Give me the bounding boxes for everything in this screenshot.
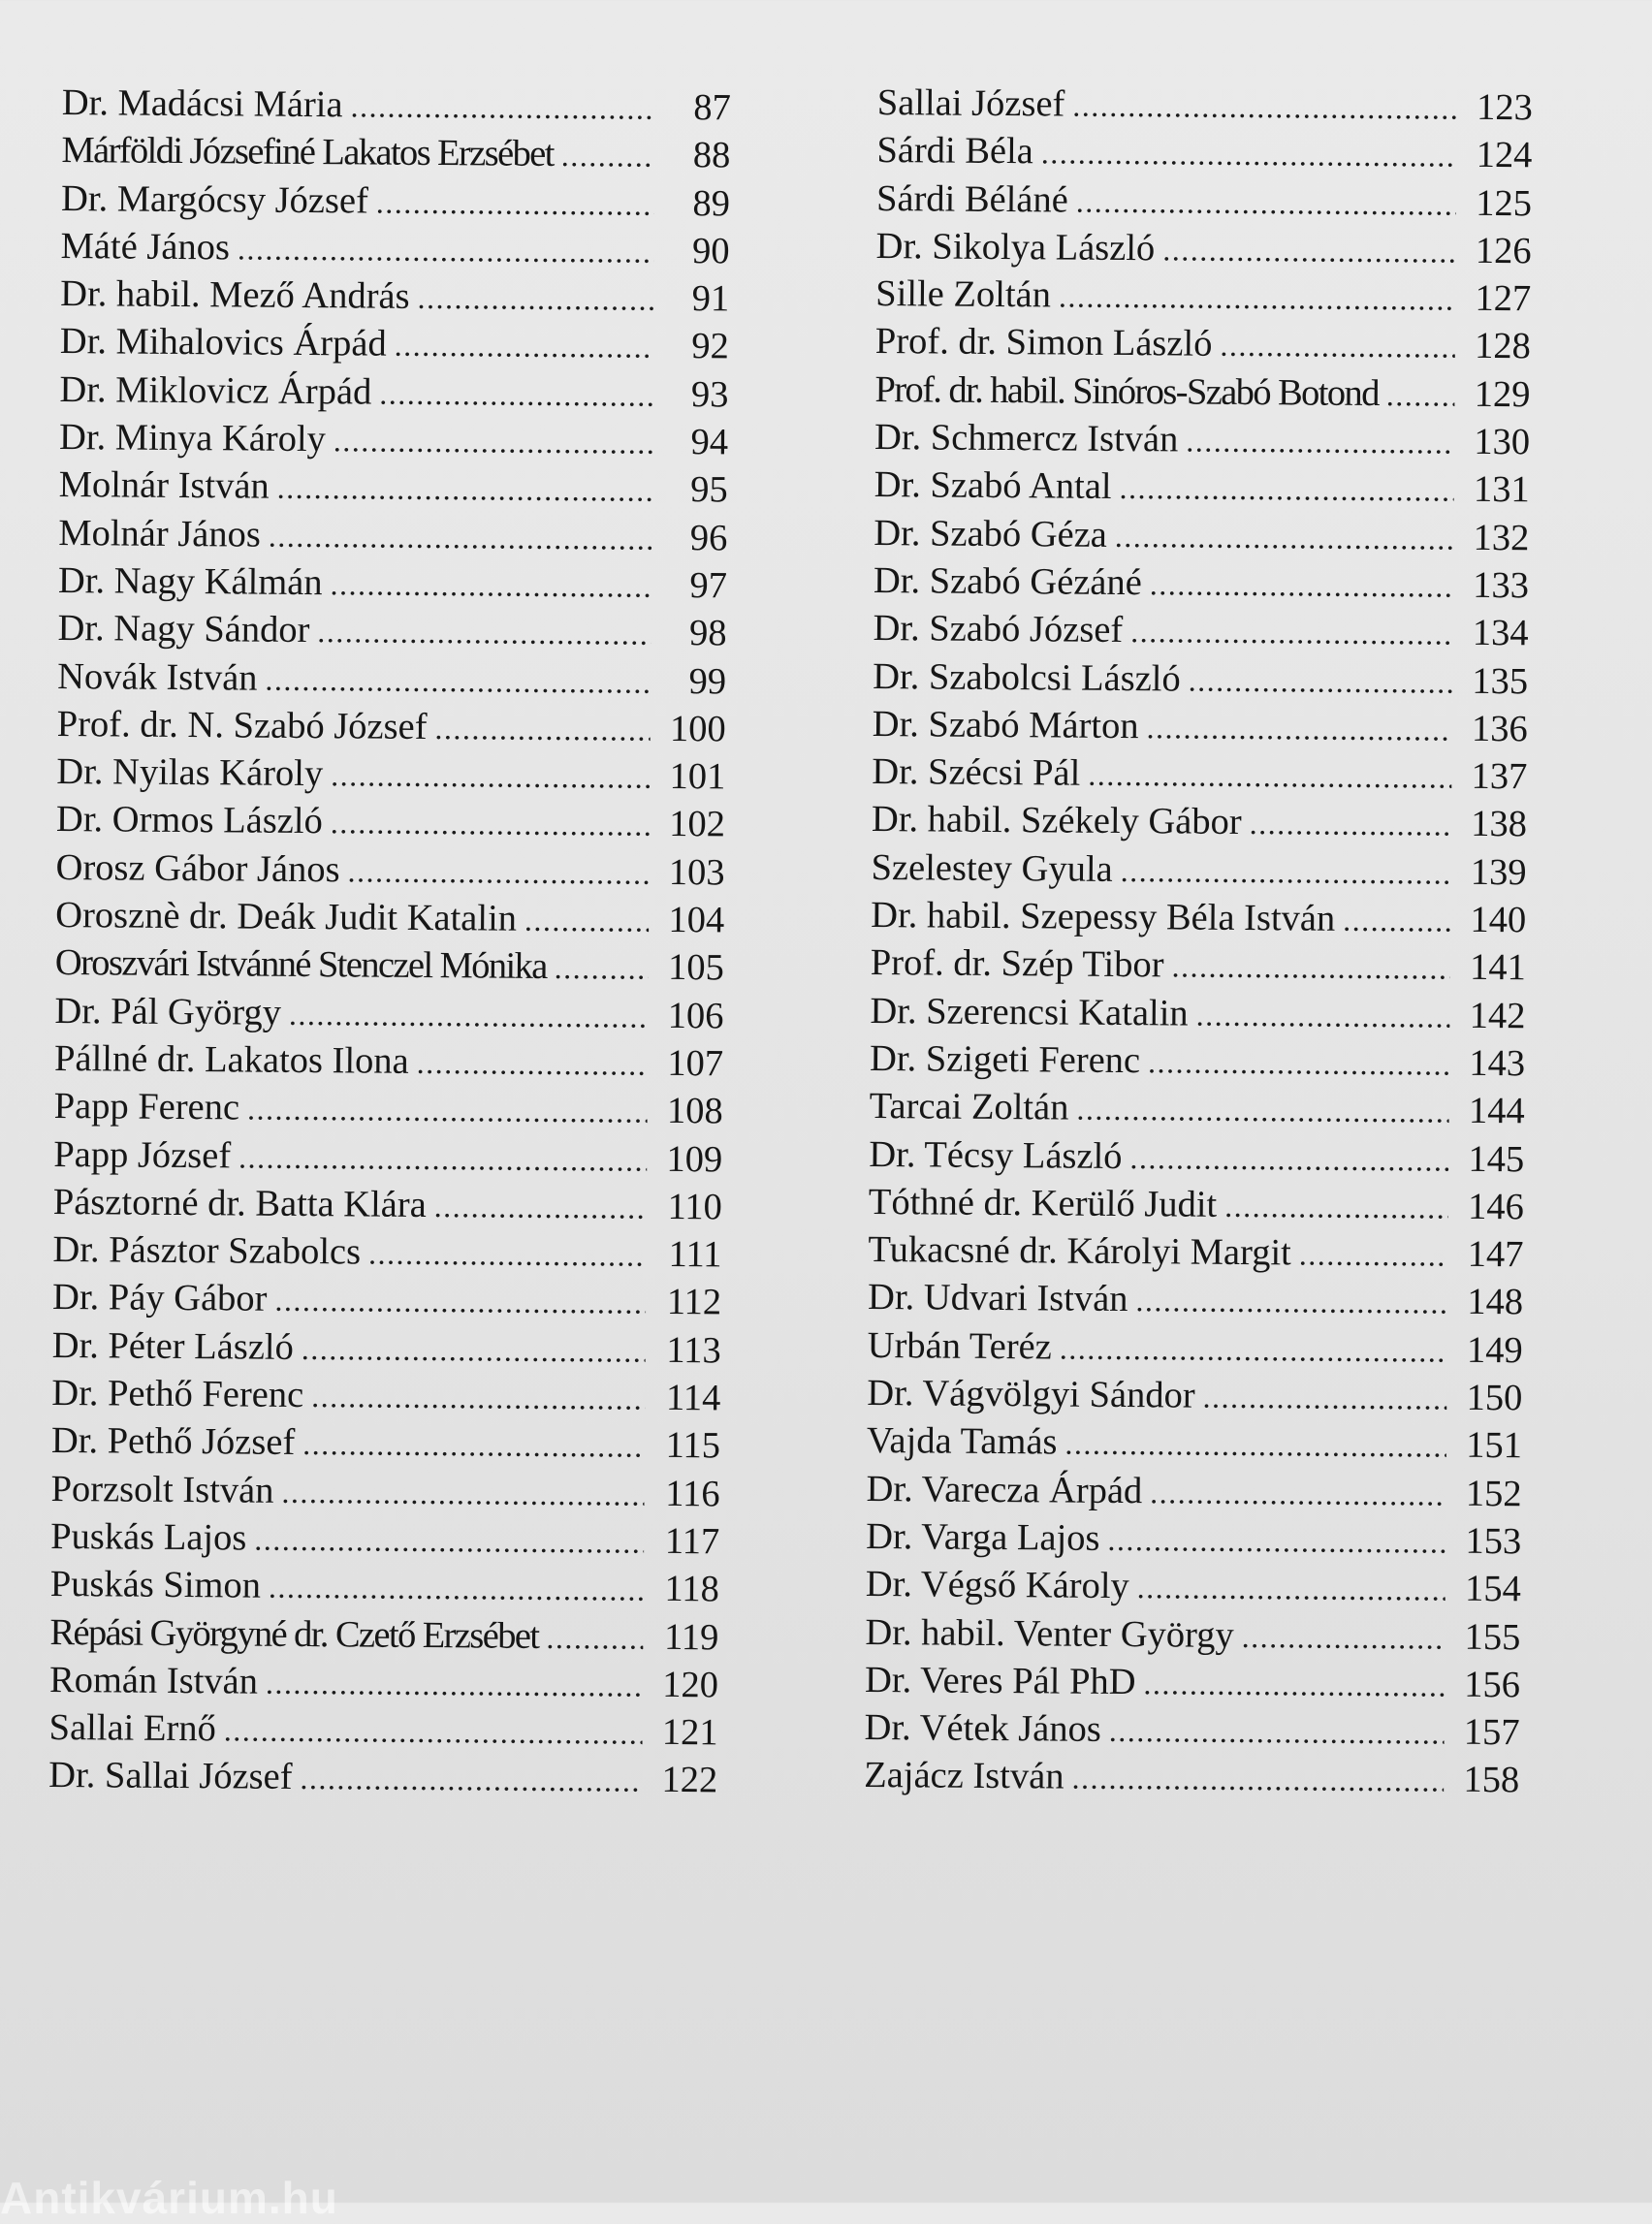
entry-page-number: 94 [690,422,729,463]
entry-name: Dr. Pethő Ferenc [51,1372,304,1416]
entry-page-number: 88 [692,135,731,176]
dot-leader [1150,559,1454,611]
index-entry [58,557,727,611]
entry-page-number: 109 [666,1138,723,1180]
entry-page-number: 112 [666,1282,722,1323]
entry-page-number: 137 [1471,755,1528,798]
entry-name: Dr. Mihalovics Árpád [59,321,387,365]
entry-page-number: 106 [667,995,724,1037]
dot-leader [394,321,653,371]
entry-page-number: 95 [690,469,728,511]
entry-page-number: 155 [1464,1616,1521,1658]
entry-name: Zajácz István [864,1755,1064,1797]
entry-page-number: 108 [666,1091,723,1132]
dot-leader [434,704,651,754]
entry-page-number: 102 [669,804,726,845]
entry-name: Prof. dr. habil. Sinóros-Szabó Botond [874,368,1379,414]
entry-page-number: 127 [1475,278,1532,320]
entry-name: Orosznè dr. Deák Judit Katalin [55,895,518,939]
dot-leader [317,607,651,658]
index-entry [54,988,723,1041]
dot-leader [1107,1515,1446,1567]
index-entry [53,1083,722,1136]
entry-name: Sallai József [876,81,1065,125]
dot-leader [331,750,651,802]
entry-page-number: 105 [667,947,724,989]
entry-name: Dr. Nagy Sándor [57,608,310,651]
entry-page-number: 89 [692,182,731,225]
dot-leader [277,463,652,515]
dot-leader [1109,1706,1445,1758]
index-entry [875,318,1531,371]
dot-leader [311,1372,646,1423]
dot-leader [1195,990,1449,1040]
index-entry [60,223,729,276]
index-entry [865,1657,1520,1710]
entry-name: Dr. Pethő József [50,1420,296,1464]
dot-leader [1060,1323,1447,1375]
entry-page-number: 130 [1474,421,1531,463]
dot-leader [368,1229,647,1281]
entry-page-number: 158 [1463,1760,1520,1801]
dot-leader [1186,417,1454,467]
index-entry [61,127,730,180]
index-entry [869,1179,1524,1232]
dot-leader [1150,1468,1446,1519]
dot-leader [302,1324,646,1376]
index-entry [868,1226,1523,1280]
entry-page-number: 143 [1469,1042,1526,1085]
entry-name: Dr. Minya Károly [58,417,327,461]
entry-page-number: 115 [665,1425,721,1467]
index-entry [875,270,1531,324]
entry-name: Dr. Nagy Kálmán [57,559,323,604]
entry-page-number: 90 [691,231,730,272]
index-entry [52,1322,721,1376]
dot-leader [1148,1037,1449,1089]
entry-name: Sárdi Béla [876,130,1034,173]
entry-name: Porzsolt István [50,1468,274,1511]
dot-leader [1129,1133,1448,1185]
entry-name: Dr. Pásztor Szabolcs [52,1229,362,1273]
index-entry [873,605,1528,658]
dot-leader [266,1658,643,1709]
entry-name: Dr. habil. Mező András [60,273,410,318]
entry-page-number: 151 [1466,1425,1523,1467]
entry-name: Dr. Pál György [54,990,282,1033]
entry-name: Dr. Nyilas Károly [56,751,324,795]
dot-leader [561,131,655,180]
index-column-left [48,79,731,1805]
index-entry [56,748,725,802]
entry-page-number: 144 [1468,1091,1525,1132]
index-entry [51,1370,720,1423]
index-entry [59,366,728,420]
entry-page-number: 138 [1471,804,1528,845]
entry-page-number: 99 [688,660,727,702]
index-entry [865,1608,1520,1662]
dot-leader [347,846,649,898]
dot-leader [1121,846,1451,898]
index-entry [867,1417,1522,1471]
entry-name: Dr. Szerencsi Katalin [870,990,1189,1034]
dot-leader [1171,942,1450,994]
entry-page-number: 104 [668,899,725,941]
entry-page-number: 156 [1464,1664,1521,1706]
entry-name: Szelestey Gyula [871,846,1113,890]
entry-page-number: 110 [667,1186,723,1228]
entry-page-number: 140 [1470,899,1527,941]
entry-page-number: 124 [1476,135,1533,176]
dot-leader [330,559,651,611]
entry-page-number: 134 [1472,613,1529,654]
entry-name: Vajda Tamás [866,1420,1058,1463]
entry-name: Dr. Szabolcsi László [873,655,1181,700]
entry-page-number: 142 [1469,995,1526,1036]
dot-leader [1162,225,1456,276]
entry-name: Sallai Ernő [48,1707,216,1750]
dot-leader [1064,1419,1446,1471]
dot-leader [254,1515,644,1567]
index-entry [49,1608,718,1662]
index-entry [869,1130,1524,1184]
entry-name: Dr. habil. Szepessy Béla István [871,895,1336,939]
index-entry [871,892,1526,945]
entry-name: Dr. Miklovicz Árpád [59,368,372,413]
entry-name: Novák István [57,655,258,699]
entry-page-number: 150 [1466,1377,1523,1419]
dot-leader [1137,1563,1446,1614]
index-entry [871,939,1526,993]
index-entry [876,127,1532,180]
entry-name: Dr. Madácsi Mária [61,81,343,126]
entry-page-number: 97 [689,565,728,607]
entry-page-number: 133 [1473,564,1530,607]
dot-leader [238,1132,648,1185]
dot-leader [269,511,652,562]
dot-leader [1299,1230,1448,1281]
entry-page-number: 128 [1474,326,1532,367]
entry-name: Prof. dr. Szép Tibor [870,942,1164,986]
entry-name: Pásztorné dr. Batta Klára [52,1181,427,1225]
dot-leader [224,1705,643,1758]
dot-leader [1130,607,1453,658]
entry-page-number: 111 [668,1234,722,1276]
entry-page-number: 120 [662,1664,719,1706]
entry-name: Dr. Szabó Géza [874,512,1108,556]
dot-leader [1076,1085,1449,1136]
dot-leader [302,1419,645,1471]
entry-page-number: 96 [689,517,728,559]
entry-name: Dr. Sikolya László [875,225,1156,270]
dot-leader [289,990,649,1041]
index-entry [864,1704,1519,1758]
index-entry [52,1274,721,1327]
index-entry [876,175,1532,229]
index-entry [52,1226,721,1280]
entry-name: Molnár István [58,464,270,508]
index-entry [57,605,726,658]
index-entry [874,557,1529,611]
dot-leader [1146,703,1452,754]
entry-page-number: 101 [669,756,726,798]
index-entry [51,1417,720,1471]
dot-leader [376,177,655,229]
entry-name: Urbán Teréz [867,1324,1052,1368]
entry-name: Tóthné dr. Kerülő Judit [868,1181,1218,1225]
index-entry [53,1130,722,1184]
index-entry [50,1466,719,1519]
index-entry [55,939,724,993]
index-entry [869,1083,1524,1136]
entry-page-number: 153 [1465,1520,1522,1563]
entry-page-number: 121 [661,1712,718,1754]
entry-page-number: 117 [664,1520,720,1563]
index-entry [870,1035,1525,1089]
dot-leader [1220,321,1455,371]
entry-page-number: 125 [1476,182,1533,224]
dot-leader [1059,272,1456,325]
index-entry [873,653,1528,707]
index-entry [875,223,1531,276]
entry-page-number: 118 [664,1569,719,1610]
entry-name: Márföldi Józsefiné Lakatos Erzsébet [61,130,554,175]
entry-name: Molnár János [58,512,262,556]
dot-leader [300,1754,642,1805]
dot-leader [1386,370,1455,420]
entry-page-number: 103 [668,851,725,894]
dot-leader [1189,655,1453,706]
index-entry [872,796,1527,849]
entry-page-number: 119 [663,1616,719,1658]
entry-name: Román István [48,1659,259,1702]
dot-leader [1143,1659,1445,1710]
entry-name: Dr. Varecza Árpád [866,1468,1143,1511]
entry-name: Dr. Szabó Gézáné [873,559,1142,604]
index-entry [56,796,725,849]
dot-leader [379,368,653,420]
dot-leader [1041,129,1457,181]
entry-name: Dr. Szabó Márton [872,703,1139,747]
entry-page-number: 146 [1467,1186,1525,1228]
index-entry [874,461,1530,515]
entry-name: Dr. Ormos László [55,799,323,842]
index-entry [866,1513,1521,1567]
dot-leader [1224,1182,1448,1232]
dot-leader [247,1085,648,1137]
index-entry [57,701,726,754]
entry-page-number: 87 [693,87,731,129]
entry-name: Dr. Péter László [51,1324,295,1368]
entry-page-number: 136 [1471,708,1528,750]
dot-leader [555,943,650,993]
dot-leader [331,799,651,850]
entry-name: Dr. Szigeti Ferenc [869,1037,1141,1082]
entry-page-number: 154 [1464,1569,1521,1610]
index-entry [59,414,728,467]
entry-name: Dr. Szabó Antal [874,464,1112,508]
dot-leader [1202,1373,1446,1423]
index-entry [53,1179,722,1232]
index-entry [874,414,1530,467]
index-entry [48,1704,717,1758]
entry-name: Dr. habil. Székely Gábor [871,799,1242,843]
index-entry [866,1466,1521,1519]
entry-page-number: 148 [1467,1282,1524,1323]
index-entry [60,270,729,324]
entry-name: Dr. Sallai József [48,1755,293,1798]
entry-name: Tukacsné dr. Károlyi Margit [868,1229,1291,1274]
entry-page-number: 149 [1466,1329,1523,1371]
dot-leader [1076,176,1457,228]
entry-name: Dr. Schmercz István [874,417,1179,461]
entry-name: Papp Ferenc [53,1086,240,1128]
dot-leader [1119,463,1454,515]
watermark: Antikvárium.hu [0,2173,338,2223]
dot-leader [434,1182,648,1232]
entry-name: Dr. Szécsi Pál [872,751,1081,794]
dot-leader [281,1467,644,1518]
entry-page-number: 131 [1473,469,1530,511]
entry-page-number: 145 [1468,1138,1525,1180]
entry-page-number: 92 [691,326,730,367]
index-entry [58,510,727,563]
entry-page-number: 147 [1467,1233,1524,1276]
entry-name: Dr. habil. Venter György [865,1611,1234,1656]
index-entry [55,892,724,945]
entry-page-number: 116 [665,1473,720,1514]
entry-page-number: 91 [691,278,730,320]
entry-name: Prof. dr. N. Szabó József [56,703,428,747]
dot-leader [417,273,653,324]
index-entry [868,1322,1523,1376]
entry-page-number: 123 [1476,86,1533,129]
entry-name: Dr. Páy Gábor [51,1277,268,1320]
entry-name: Máté János [60,225,231,269]
entry-page-number: 93 [690,373,729,416]
dot-leader [1115,512,1454,563]
index-entry [870,988,1525,1041]
entry-name: Dr. Veres Pál PhD [864,1659,1136,1702]
entry-name: Dr. Szabó József [873,608,1124,651]
entry-name: Dr. Vétek János [864,1707,1101,1750]
entry-page-number: 132 [1473,517,1530,558]
index-entry [873,701,1528,754]
entry-name: Dr. Vágvölgyi Sándor [867,1372,1195,1416]
index-entry [62,79,731,133]
index-entry [867,1370,1522,1423]
dot-leader [265,654,651,706]
dot-leader [546,1612,643,1662]
entry-page-number: 107 [667,1042,724,1085]
index-entry [871,844,1526,898]
entry-page-number: 157 [1463,1711,1520,1754]
index-entry [59,461,728,515]
index-entry [866,1561,1521,1614]
dot-leader [1242,1612,1446,1663]
index-entry [872,748,1527,802]
entry-name: Dr. Técsy László [869,1133,1123,1177]
entry-name: Dr. Udvari István [867,1277,1128,1320]
entry-page-number: 141 [1469,947,1526,989]
entry-page-number: 139 [1470,851,1527,894]
entry-name: Puskás Simon [49,1564,262,1606]
entry-page-number: 129 [1474,373,1531,416]
dot-leader [334,416,653,467]
dot-leader [1072,81,1457,133]
dot-leader [417,1038,649,1089]
entry-name: Prof. dr. Simon László [874,321,1213,365]
entry-name: Puskás Lajos [50,1515,247,1559]
index-entry [60,318,729,371]
entry-name: Répási Györgyné dr. Czető Erzsébet [49,1611,539,1657]
index-entry [49,1657,718,1710]
index-column-right [864,79,1533,1805]
entry-page-number: 122 [661,1760,718,1801]
entry-name: Dr. Varga Lajos [866,1515,1100,1559]
index-entry [50,1561,719,1614]
index-entry [50,1513,719,1567]
dot-leader [1071,1754,1444,1805]
dot-leader [1135,1277,1447,1328]
dot-leader [238,224,654,276]
dot-leader [350,81,655,133]
entry-name: Dr. Végső Károly [865,1564,1129,1607]
entry-page-number: 114 [665,1377,721,1419]
dot-leader [1088,750,1451,802]
entry-page-number: 135 [1472,660,1529,702]
index-entry [57,653,726,707]
index-entry [55,844,724,898]
index-entry [864,1752,1519,1805]
dot-leader [524,896,650,945]
index-entry [868,1274,1523,1327]
index-entry [877,79,1533,133]
entry-name: Tarcai Zoltán [869,1086,1069,1128]
index-entry [874,366,1530,420]
index-entry [54,1035,723,1089]
entry-page-number: 100 [669,708,726,750]
entry-name: Pállné dr. Lakatos Ilona [53,1037,409,1082]
index-entry [874,510,1529,563]
entry-page-number: 98 [688,613,727,654]
entry-page-number: 126 [1475,230,1532,272]
dot-leader [274,1276,646,1327]
entry-name: Oroszvári Istvánné Stenczel Mónika [54,942,547,988]
dot-leader [269,1563,644,1614]
entry-name: Orosz Gábor János [55,846,340,891]
entry-page-number: 152 [1465,1473,1522,1514]
dot-leader [1343,896,1450,945]
index-entry [48,1752,717,1805]
entry-page-number: 113 [666,1329,721,1372]
entry-name: Papp József [53,1133,232,1176]
entry-name: Dr. Margócsy József [60,177,369,222]
index-entry [61,175,730,229]
dot-leader [1249,799,1451,849]
entry-name: Sárdi Béláné [875,177,1068,221]
entry-name: Sille Zoltán [875,273,1052,316]
